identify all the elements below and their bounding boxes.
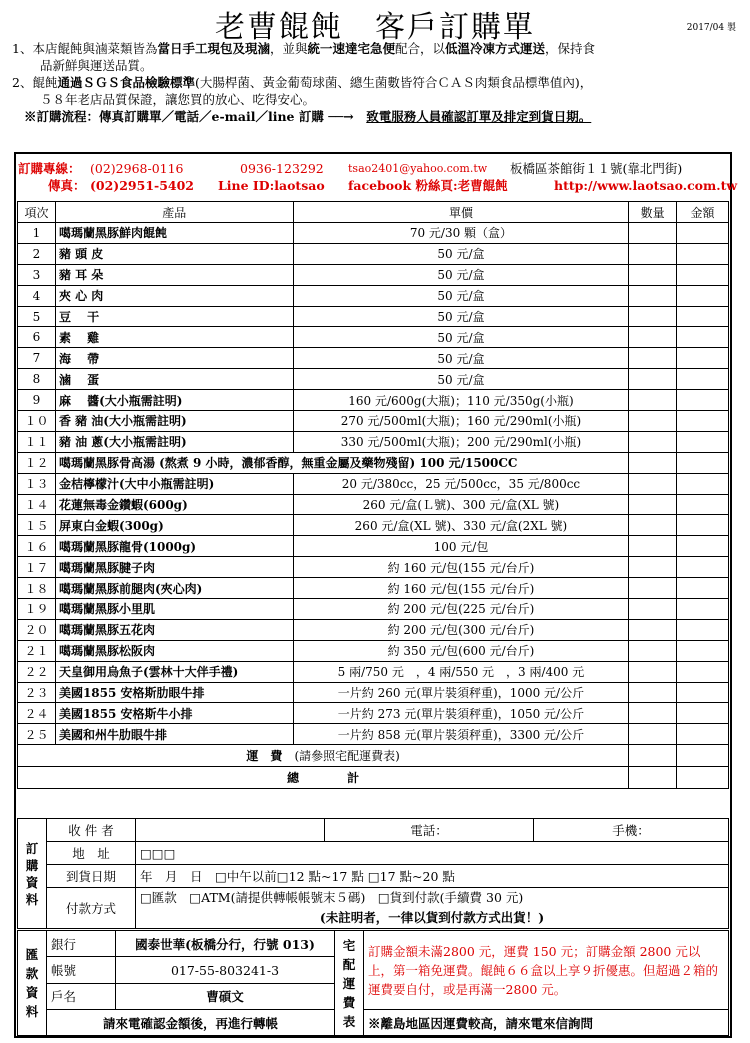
item-price: 約 160 元/包(155 元/台斤) <box>293 578 629 599</box>
quantity-input[interactable] <box>629 599 677 620</box>
item-number: １３ <box>18 473 56 494</box>
quantity-input[interactable] <box>629 369 677 390</box>
table-row <box>18 369 729 390</box>
mobile-label: 手機： <box>534 819 729 842</box>
item-number: 1 <box>18 223 56 244</box>
address-label: 地 址 <box>47 842 136 865</box>
line-id: Line ID:laotsao <box>218 178 325 193</box>
remittance-table <box>17 930 729 1036</box>
customer-section-label: 訂購資料 <box>18 819 47 929</box>
shipping-qty[interactable] <box>629 745 677 767</box>
amount-input[interactable] <box>677 431 729 452</box>
amount-input[interactable] <box>677 452 729 473</box>
item-number: ２２ <box>18 661 56 682</box>
amount-input[interactable] <box>677 661 729 682</box>
item-number: 7 <box>18 348 56 369</box>
amount-input[interactable] <box>677 724 729 745</box>
date-input[interactable]: 年 月 日 □中午以前□12 點~17 點 □17 點~20 點 <box>136 865 729 888</box>
note-text: 統一速達宅急便 <box>307 41 396 56</box>
flow-text: 致電服務人員確認訂單及排定到貨日期。 <box>366 109 592 124</box>
amount-input[interactable] <box>677 536 729 557</box>
flow-text: ※訂購流程：傳真訂購單／電話／e-mail／line 訂購 ──→ <box>24 109 354 124</box>
quantity-input[interactable] <box>629 431 677 452</box>
customer-table <box>17 818 729 929</box>
item-name: 噶瑪蘭黑豚鮮肉餛飩 <box>55 223 293 244</box>
table-row <box>18 619 729 640</box>
item-name: 噶瑪蘭黑豚腱子肉 <box>55 557 293 578</box>
item-name: 噶瑪蘭黑豚龍骨(1000g) <box>55 536 293 557</box>
quantity-input[interactable] <box>629 306 677 327</box>
order-notes <box>12 40 742 125</box>
quantity-input[interactable] <box>629 703 677 724</box>
table-row <box>18 243 729 264</box>
item-price: 5 兩/750 元 ，4 兩/550 元 ，3 兩/400 元 <box>293 661 629 682</box>
payment-label: 付款方式 <box>47 888 136 929</box>
item-name: 滷 蛋 <box>55 369 293 390</box>
note-text: 當日手工現包及現滷 <box>157 41 270 56</box>
table-row <box>18 327 729 348</box>
bank-label: 銀行 <box>47 931 116 957</box>
item-price: 一片約 273 元(單片裝須秤重)，1050 元/公斤 <box>293 703 629 724</box>
table-row <box>18 411 729 432</box>
address-input[interactable]: □□□ <box>136 842 729 865</box>
item-price: 50 元/盒 <box>293 327 629 348</box>
bank-name: 國泰世華(板橋分行，行號 013) <box>116 931 335 957</box>
contact-info <box>18 160 738 194</box>
note-text: ，保持食 <box>545 41 596 56</box>
email[interactable]: tsao2401@yahoo.com.tw <box>348 162 488 175</box>
item-number: 9 <box>18 390 56 411</box>
mobile: 0936-123292 <box>240 161 324 176</box>
item-price: 約 200 元/包(225 元/台斤) <box>293 599 629 620</box>
table-row <box>18 452 729 473</box>
note-text: 配合，以 <box>395 41 446 56</box>
note-1-cont: 品新鮮與運送品質。 <box>40 58 153 73</box>
table-header-row <box>18 202 729 223</box>
col-header: 項次 <box>18 202 56 223</box>
table-row <box>18 473 729 494</box>
table-row <box>18 515 729 536</box>
quantity-input[interactable] <box>629 264 677 285</box>
item-price: 50 元/盒 <box>293 306 629 327</box>
item-number: １１ <box>18 431 56 452</box>
item-number: １２ <box>18 452 56 473</box>
item-number: ２１ <box>18 640 56 661</box>
item-name: 噶瑪蘭黑豚前腿肉(夾心肉) <box>55 578 293 599</box>
item-price: 260 元/盒(Ｌ號)、300 元/盒(XL 號) <box>293 494 629 515</box>
item-price: 260 元/盒(XL 號)、330 元/盒(2XL 號) <box>293 515 629 536</box>
table-row <box>18 724 729 745</box>
payment-options[interactable] <box>136 888 729 929</box>
item-price: 一片約 260 元(單片裝須秤重)，1000 元/公斤 <box>293 682 629 703</box>
table-row <box>18 431 729 452</box>
item-number: １７ <box>18 557 56 578</box>
item-number: １４ <box>18 494 56 515</box>
item-price: 50 元/盒 <box>293 285 629 306</box>
remit-section-label: 匯款資料 <box>18 931 47 1036</box>
item-number: １９ <box>18 599 56 620</box>
item-name: 美國和州牛肋眼牛排 <box>55 724 293 745</box>
quantity-input[interactable] <box>629 473 677 494</box>
payment-note: (未註明者，一律以貨到付款方式出貨！) <box>319 910 545 925</box>
item-number: ２０ <box>18 619 56 640</box>
table-row <box>18 599 729 620</box>
table-row <box>18 536 729 557</box>
item-number: １６ <box>18 536 56 557</box>
item-price: 270 元/500ml(大瓶)；160 元/290ml(小瓶) <box>293 411 629 432</box>
quantity-input[interactable] <box>629 411 677 432</box>
table-row <box>18 494 729 515</box>
item-number: 5 <box>18 306 56 327</box>
col-header: 金額 <box>677 202 729 223</box>
item-name: 金桔檸檬汁(大中小瓶需註明) <box>55 473 293 494</box>
form-date: 2017/04 製 <box>686 23 736 33</box>
shipping-fee-rules: 訂購金額未滿2800 元，運費 150 元；訂購金額 2800 元以上，第一箱免運費。餛飩６６盒以上享９折優惠。但超過２箱的運費要自付，或是再滿一2800 元。 <box>364 931 729 1010</box>
item-number: 2 <box>18 243 56 264</box>
quantity-input[interactable] <box>629 661 677 682</box>
quantity-input[interactable] <box>629 536 677 557</box>
item-name: 豆 干 <box>55 306 293 327</box>
order-flow <box>12 108 742 125</box>
account-number: 017-55-803241-3 <box>116 957 335 983</box>
item-name: 噶瑪蘭黑豚小里肌 <box>55 599 293 620</box>
note-text: 1、本店餛飩與滷菜類皆為 <box>12 41 158 56</box>
note-text: 低溫冷凍方式運送 <box>445 41 546 56</box>
amount-input[interactable] <box>677 682 729 703</box>
item-price: 160 元/600g(大瓶)；110 元/350g(小瓶) <box>293 390 629 411</box>
amount-input[interactable] <box>677 243 729 264</box>
quantity-input[interactable] <box>629 557 677 578</box>
quantity-input[interactable] <box>629 724 677 745</box>
item-name: 豬 頭 皮 <box>55 243 293 264</box>
note-2 <box>12 74 742 91</box>
item-price: 50 元/盒 <box>293 348 629 369</box>
item-price: 約 160 元/包(155 元/台斤) <box>293 557 629 578</box>
address: 板橋區茶館街１１號(靠北門街) <box>510 161 683 176</box>
quantity-input[interactable] <box>629 327 677 348</box>
ship-section-label: 宅配運費表 <box>335 931 364 1036</box>
item-name: 美國1855 安格斯肋眼牛排 <box>55 682 293 703</box>
item-price: 50 元/盒 <box>293 243 629 264</box>
table-row <box>18 578 729 599</box>
quantity-input[interactable] <box>629 682 677 703</box>
note-text: 通過ＳＧＳ食品檢驗標準 <box>57 75 195 90</box>
website[interactable]: http://www.laotsao.com.tw <box>554 178 738 193</box>
amount-input[interactable] <box>677 578 729 599</box>
item-name: 花蓮無毒金鑽蝦(600g) <box>55 494 293 515</box>
amount-input[interactable] <box>677 411 729 432</box>
note-2-cont: ５８年老店品質保證，讓您買的放心、吃得安心。 <box>40 92 316 107</box>
note-1 <box>12 40 742 57</box>
item-number: １５ <box>18 515 56 536</box>
amount-input[interactable] <box>677 640 729 661</box>
quantity-input[interactable] <box>629 515 677 536</box>
item-name: 噶瑪蘭黑豚五花肉 <box>55 619 293 640</box>
quantity-input[interactable] <box>629 243 677 264</box>
item-price: 50 元/盒 <box>293 369 629 390</box>
account-holder: 曹碩文 <box>116 983 335 1009</box>
amount-input[interactable] <box>677 369 729 390</box>
amount-input[interactable] <box>677 515 729 536</box>
payment-choices[interactable]: □匯款 □ATM(請提供轉帳帳號末５碼) □貨到付款(手續費 30 元) <box>140 890 524 905</box>
amount-input[interactable] <box>677 327 729 348</box>
item-number: ２４ <box>18 703 56 724</box>
item-number: １０ <box>18 411 56 432</box>
quantity-input[interactable] <box>629 578 677 599</box>
amount-input[interactable] <box>677 557 729 578</box>
item-price: 一片約 858 元(單片裝須秤重)，3300 元/公斤 <box>293 724 629 745</box>
item-price: 約 200 元/包(300 元/台斤) <box>293 619 629 640</box>
note-text: (大腸桿菌、黃金葡萄球菌、總生菌數皆符合ＣＡＳ肉類食品標準值內)， <box>194 75 593 90</box>
item-name: 天皇御用烏魚子(雲林十大伴手禮) <box>55 661 293 682</box>
hotline: (02)2968-0116 <box>90 161 184 176</box>
col-header: 數量 <box>629 202 677 223</box>
amount-input[interactable] <box>677 494 729 515</box>
table-row <box>18 557 729 578</box>
item-number: ２５ <box>18 724 56 745</box>
total-label: 總 計 <box>18 767 629 789</box>
item-name: 夾 心 肉 <box>55 285 293 306</box>
note-text: ，並與 <box>269 41 308 56</box>
recipient-label: 收 件 者 <box>47 819 136 842</box>
table-row <box>18 703 729 724</box>
shipping-amount[interactable] <box>677 745 729 767</box>
amount-input[interactable] <box>677 599 729 620</box>
amount-input[interactable] <box>677 703 729 724</box>
item-name: 素 雞 <box>55 327 293 348</box>
item-price: 330 元/500ml(大瓶)；200 元/290ml(小瓶) <box>293 431 629 452</box>
total-row <box>18 767 729 789</box>
phone-label: 電話： <box>325 819 534 842</box>
item-number: １８ <box>18 578 56 599</box>
item-name: 麻 醬(大小瓶需註明) <box>55 390 293 411</box>
quantity-input[interactable] <box>629 390 677 411</box>
quantity-input[interactable] <box>629 285 677 306</box>
date-label: 到貨日期 <box>47 865 136 888</box>
item-price: 100 元/包 <box>293 536 629 557</box>
item-name: 海 帶 <box>55 348 293 369</box>
item-name: 噶瑪蘭黑豚骨高湯 (熬煮 9 小時，濃郁香醇，無重金屬及藥物殘留) 100 元/1500CC <box>55 452 628 473</box>
table-row <box>18 640 729 661</box>
amount-input[interactable] <box>677 348 729 369</box>
quantity-input[interactable] <box>629 348 677 369</box>
table-row <box>18 390 729 411</box>
item-name: 豬 耳 朵 <box>55 264 293 285</box>
amount-input[interactable] <box>677 306 729 327</box>
holder-label: 戶名 <box>47 983 116 1009</box>
item-number: ２３ <box>18 682 56 703</box>
note-text: 2、餛飩 <box>12 75 58 90</box>
table-row <box>18 285 729 306</box>
item-number: 4 <box>18 285 56 306</box>
table-row <box>18 682 729 703</box>
page-title: 老曹餛飩 客戶訂購單 <box>215 10 535 45</box>
product-table <box>17 201 729 789</box>
total-amount[interactable] <box>677 767 729 789</box>
shipping-label: 運 費 <box>246 749 283 764</box>
item-number: 3 <box>18 264 56 285</box>
shipping-note: (請參照宅配運費表) <box>294 749 400 764</box>
hotline-label: 訂購專線： <box>18 161 81 176</box>
item-price: 50 元/盒 <box>293 264 629 285</box>
amount-input[interactable] <box>677 264 729 285</box>
quantity-input[interactable] <box>629 640 677 661</box>
facebook[interactable]: facebook 粉絲頁:老曹餛飩 <box>348 178 508 193</box>
quantity-input[interactable] <box>629 223 677 244</box>
table-row <box>18 306 729 327</box>
item-name: 屏東白金蝦(300g) <box>55 515 293 536</box>
quantity-input[interactable] <box>629 494 677 515</box>
table-row <box>18 223 729 244</box>
table-row <box>18 264 729 285</box>
amount-input[interactable] <box>677 473 729 494</box>
col-header: 產品 <box>55 202 293 223</box>
col-header: 單價 <box>293 202 629 223</box>
amount-input[interactable] <box>677 619 729 640</box>
total-qty[interactable] <box>629 767 677 789</box>
table-row <box>18 661 729 682</box>
item-name: 美國1855 安格斯牛小排 <box>55 703 293 724</box>
table-row <box>18 348 729 369</box>
item-name: 豬 油 蔥(大小瓶需註明) <box>55 431 293 452</box>
transfer-confirm-note: 請來電確認金額後，再進行轉帳 <box>47 1010 335 1036</box>
item-name: 噶瑪蘭黑豚松阪肉 <box>55 640 293 661</box>
fax: (02)2951-5402 <box>90 178 194 193</box>
item-name: 香 豬 油(大小瓶需註明) <box>55 411 293 432</box>
amount-input[interactable] <box>677 390 729 411</box>
amount-input[interactable] <box>677 223 729 244</box>
fax-label: 傳真： <box>48 178 86 193</box>
item-price: 20 元/380cc，25 元/500cc，35 元/800cc <box>293 473 629 494</box>
offshore-note: ※離島地區因運費較高，請來電來信詢問 <box>364 1010 729 1036</box>
item-number: 6 <box>18 327 56 348</box>
quantity-input[interactable] <box>629 619 677 640</box>
item-price: 70 元/30 顆（盒） <box>293 223 629 244</box>
quantity-input[interactable] <box>629 452 677 473</box>
item-price: 約 350 元/包(600 元/台斤) <box>293 640 629 661</box>
amount-input[interactable] <box>677 285 729 306</box>
item-number: 8 <box>18 369 56 390</box>
shipping-row <box>18 745 729 767</box>
recipient-input[interactable] <box>136 819 325 842</box>
account-label: 帳號 <box>47 957 116 983</box>
